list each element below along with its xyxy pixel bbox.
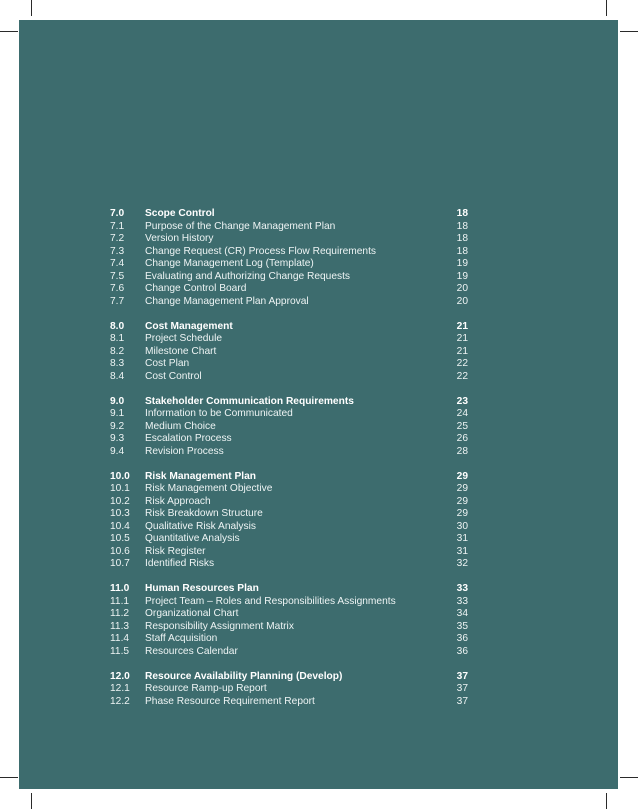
toc-entry-title: Cost Management <box>145 320 233 332</box>
toc-entry-number: 10.6 <box>110 545 130 557</box>
toc-entry-number: 7.3 <box>110 245 125 257</box>
toc-entry-title: Evaluating and Authorizing Change Requests <box>145 270 351 282</box>
toc-entry-number: 9.3 <box>110 433 125 444</box>
toc-entry-page: 20 <box>456 295 468 307</box>
toc-entry-page: 22 <box>456 358 468 369</box>
toc-section <box>110 321 468 384</box>
toc-entry-title: Cost Control <box>145 370 202 382</box>
toc-entry-title: Risk Management Plan <box>145 470 256 482</box>
toc-entry-title: Revision Process <box>145 445 224 457</box>
toc-entry-title: Staff Acquisition <box>145 633 218 644</box>
toc-entry[interactable] <box>110 421 468 434</box>
toc-section-heading[interactable] <box>110 208 468 221</box>
crop-mark-bottom-right-vertical <box>606 793 607 809</box>
toc-entry-title: Milestone Chart <box>145 345 217 357</box>
toc-entry-number: 7.7 <box>110 295 125 307</box>
toc-entry-page: 21 <box>456 333 468 344</box>
toc-entry[interactable] <box>110 233 468 246</box>
toc-entry-number: 9.0 <box>110 395 125 407</box>
toc-entry-title: Risk Breakdown Structure <box>145 508 263 519</box>
toc-entry-page: 31 <box>456 545 468 557</box>
toc-entry[interactable] <box>110 358 468 371</box>
toc-entry-page: 26 <box>456 433 468 444</box>
toc-entry[interactable] <box>110 271 468 284</box>
toc-entry-page: 33 <box>456 583 468 594</box>
toc-entry-page: 29 <box>456 495 468 507</box>
crop-mark-bottom-left-horizontal <box>0 777 18 778</box>
toc-entry[interactable] <box>110 221 468 234</box>
toc-entry-number: 8.4 <box>110 370 125 382</box>
toc-section <box>110 583 468 658</box>
toc-entry-number: 11.0 <box>110 583 130 594</box>
crop-mark-top-left-vertical <box>31 0 32 16</box>
toc-entry-number: 7.1 <box>110 220 125 232</box>
toc-entry-title: Qualitative Risk Analysis <box>145 520 256 532</box>
toc-entry-number: 11.2 <box>110 608 130 619</box>
toc-entry-number: 11.5 <box>110 645 130 657</box>
toc-entry-title: Escalation Process <box>145 433 232 444</box>
toc-entry-title: Risk Management Objective <box>145 483 273 494</box>
toc-entry-page: 29 <box>456 483 468 494</box>
toc-entry-number: 12.0 <box>110 670 130 682</box>
toc-entry-title: Version History <box>145 233 214 244</box>
toc-entry-title: Resource Availability Planning (Develop) <box>145 670 343 682</box>
toc-section-heading[interactable] <box>110 321 468 334</box>
toc-entry[interactable] <box>110 333 468 346</box>
toc-entry-number: 7.0 <box>110 208 125 219</box>
toc-entry-title: Responsibility Assignment Matrix <box>145 620 294 632</box>
toc-entry-page: 34 <box>456 608 468 619</box>
toc-entry[interactable] <box>110 696 468 709</box>
toc-entry[interactable] <box>110 546 468 559</box>
toc-entry-page: 29 <box>456 470 468 482</box>
toc-entry-title: Scope Control <box>145 208 215 219</box>
toc-entry-number: 10.2 <box>110 495 130 507</box>
toc-entry-page: 21 <box>456 320 468 332</box>
toc-entry-number: 11.4 <box>110 633 130 644</box>
table-of-contents <box>110 208 468 721</box>
toc-entry-page: 28 <box>456 445 468 457</box>
toc-entry-number: 7.5 <box>110 270 125 282</box>
toc-entry-page: 37 <box>456 695 468 707</box>
crop-mark-top-right-horizontal <box>620 31 638 32</box>
toc-entry[interactable] <box>110 633 468 646</box>
toc-entry[interactable] <box>110 621 468 634</box>
toc-entry-page: 22 <box>456 370 468 382</box>
toc-entry-page: 36 <box>456 645 468 657</box>
toc-entry-page: 37 <box>456 670 468 682</box>
toc-entry-number: 7.2 <box>110 233 125 244</box>
toc-entry-title: Risk Approach <box>145 495 211 507</box>
toc-entry-page: 18 <box>456 245 468 257</box>
toc-entry-number: 10.7 <box>110 558 130 569</box>
toc-entry[interactable] <box>110 508 468 521</box>
toc-entry-number: 11.3 <box>110 620 130 632</box>
toc-section-heading[interactable] <box>110 471 468 484</box>
toc-entry-page: 29 <box>456 508 468 519</box>
toc-entry-title: Resources Calendar <box>145 645 238 657</box>
toc-entry-page: 32 <box>456 558 468 569</box>
toc-entry-number: 9.1 <box>110 408 125 419</box>
toc-entry[interactable] <box>110 296 468 309</box>
toc-entry[interactable] <box>110 446 468 459</box>
toc-section <box>110 671 468 709</box>
toc-entry[interactable] <box>110 246 468 259</box>
toc-entry[interactable] <box>110 558 468 571</box>
toc-entry-page: 18 <box>456 233 468 244</box>
toc-entry[interactable] <box>110 683 468 696</box>
toc-entry[interactable] <box>110 408 468 421</box>
toc-entry-number: 10.4 <box>110 520 130 532</box>
toc-entry-title: Risk Register <box>145 545 206 557</box>
toc-section-heading[interactable] <box>110 671 468 684</box>
toc-entry-title: Resource Ramp-up Report <box>145 683 267 694</box>
toc-entry-page: 24 <box>456 408 468 419</box>
toc-entry[interactable] <box>110 371 468 384</box>
toc-entry-page: 21 <box>456 345 468 357</box>
toc-entry-title: Medium Choice <box>145 420 216 432</box>
toc-entry[interactable] <box>110 646 468 659</box>
toc-section <box>110 396 468 459</box>
toc-entry-number: 10.0 <box>110 470 130 482</box>
toc-entry-title: Stakeholder Communication Requirements <box>145 395 354 407</box>
toc-entry-number: 10.5 <box>110 533 130 544</box>
crop-mark-top-right-vertical <box>606 0 607 16</box>
toc-entry-page: 31 <box>456 533 468 544</box>
toc-entry-page: 25 <box>456 420 468 432</box>
toc-entry-number: 8.0 <box>110 320 125 332</box>
toc-entry-title: Phase Resource Requirement Report <box>145 695 315 707</box>
toc-entry-number: 10.3 <box>110 508 130 519</box>
toc-entry-title: Purpose of the Change Management Plan <box>145 220 336 232</box>
toc-entry-page: 30 <box>456 520 468 532</box>
toc-entry-title: Project Schedule <box>145 333 223 344</box>
toc-entry-title: Change Request (CR) Process Flow Requirements <box>145 245 377 257</box>
toc-entry-title: Organizational Chart <box>145 608 239 619</box>
toc-entry[interactable] <box>110 283 468 296</box>
toc-entry-title: Change Management Plan Approval <box>145 295 309 307</box>
toc-entry[interactable] <box>110 496 468 509</box>
toc-entry-title: Change Control Board <box>145 283 247 294</box>
toc-section-heading[interactable] <box>110 583 468 596</box>
toc-entry-page: 33 <box>456 595 468 607</box>
toc-entry[interactable] <box>110 483 468 496</box>
toc-entry-number: 8.2 <box>110 345 125 357</box>
toc-section-heading[interactable] <box>110 396 468 409</box>
toc-entry-page: 35 <box>456 620 468 632</box>
toc-entry-title: Cost Plan <box>145 358 190 369</box>
toc-entry-number: 10.1 <box>110 483 130 494</box>
toc-entry[interactable] <box>110 596 468 609</box>
toc-entry[interactable] <box>110 258 468 271</box>
toc-entry[interactable] <box>110 346 468 359</box>
toc-entry-page: 19 <box>456 258 468 269</box>
toc-entry-number: 8.1 <box>110 333 125 344</box>
toc-section <box>110 471 468 571</box>
crop-mark-bottom-right-horizontal <box>620 777 638 778</box>
toc-entry-page: 37 <box>456 683 468 694</box>
toc-entry-title: Change Management Log (Template) <box>145 258 314 269</box>
toc-entry-number: 12.2 <box>110 695 130 707</box>
toc-entry-title: Human Resources Plan <box>145 583 259 594</box>
toc-entry-number: 11.1 <box>110 595 130 607</box>
crop-mark-bottom-left-vertical <box>31 793 32 809</box>
toc-entry-title: Project Team – Roles and Responsibilities Assignments <box>145 595 396 607</box>
toc-entry-title: Identified Risks <box>145 558 215 569</box>
toc-entry-page: 19 <box>456 270 468 282</box>
toc-entry-number: 7.6 <box>110 283 125 294</box>
toc-entry-title: Information to be Communicated <box>145 408 293 419</box>
crop-mark-top-left-horizontal <box>0 31 18 32</box>
toc-entry-page: 20 <box>456 283 468 294</box>
toc-section <box>110 208 468 308</box>
toc-entry[interactable] <box>110 521 468 534</box>
toc-entry[interactable] <box>110 608 468 621</box>
toc-entry-number: 7.4 <box>110 258 125 269</box>
toc-entry-page: 23 <box>456 395 468 407</box>
toc-entry[interactable] <box>110 533 468 546</box>
toc-entry-page: 36 <box>456 633 468 644</box>
toc-entry-page: 18 <box>456 220 468 232</box>
toc-entry-page: 18 <box>456 208 468 219</box>
toc-entry-number: 12.1 <box>110 683 130 694</box>
toc-entry-title: Quantitative Analysis <box>145 533 240 544</box>
toc-entry-number: 9.4 <box>110 445 125 457</box>
toc-entry[interactable] <box>110 433 468 446</box>
toc-entry-number: 9.2 <box>110 420 125 432</box>
toc-entry-number: 8.3 <box>110 358 125 369</box>
